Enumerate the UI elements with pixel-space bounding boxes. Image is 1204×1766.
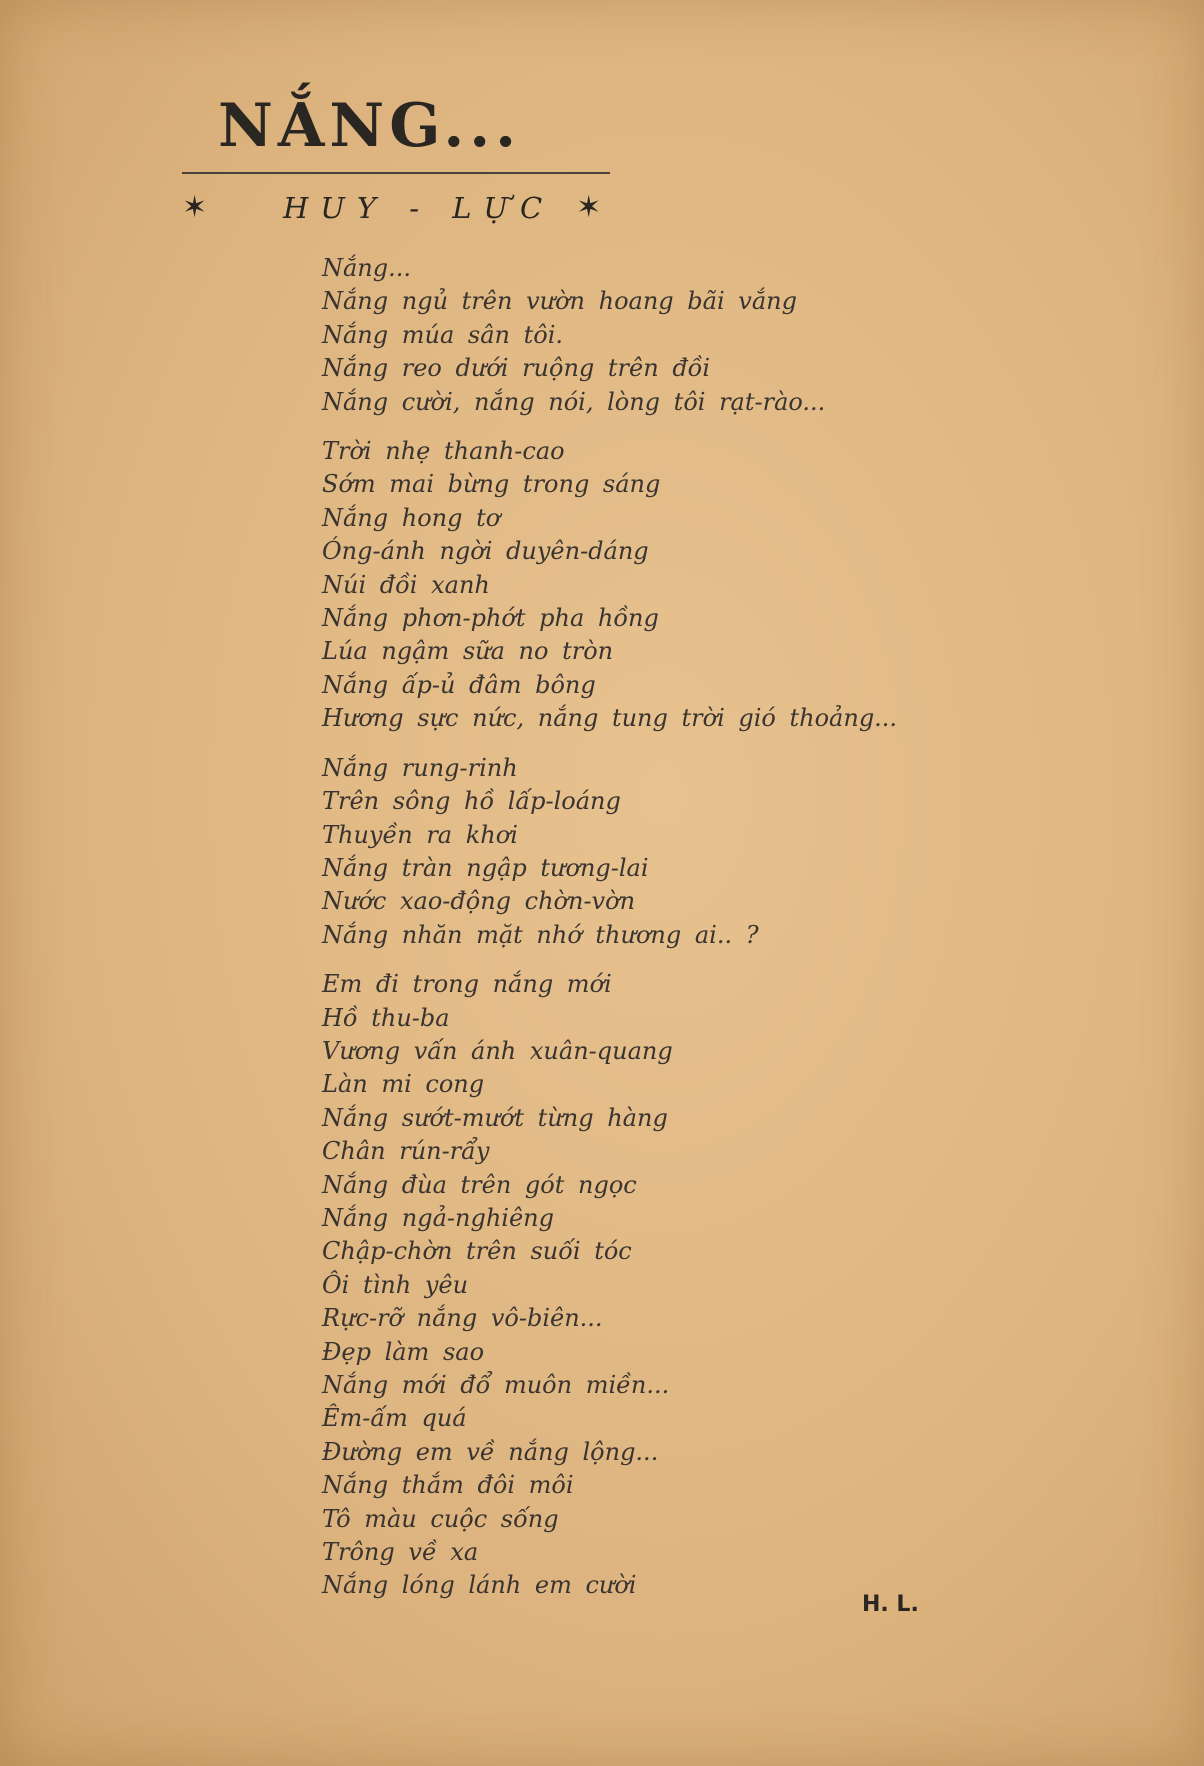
poem-line: Nắng phơn-phớt pha hồng	[322, 604, 659, 633]
star-ornament-left: ✶	[182, 190, 208, 225]
poem-line: Nắng...	[322, 254, 412, 282]
poem-line: Nắng mới đổ muôn miền...	[322, 1371, 670, 1399]
poem-line: Nắng cười, nắng nói, lòng tôi rạt-rào...	[322, 387, 826, 416]
author-name: HUY - LỰC	[283, 191, 555, 225]
poem-line: Hương sực nức, nắng tung trời gió thoảng...	[322, 704, 898, 733]
poem-line: Trời nhẹ thanh-cao	[322, 437, 565, 466]
signature-initials: H. L.	[862, 1592, 919, 1617]
stanza	[322, 752, 1022, 952]
poem-line: Đường em về nắng lộng...	[322, 1437, 659, 1466]
star-ornament-right: ✶	[576, 190, 602, 225]
stanza	[322, 435, 1022, 736]
poem-line: Tô màu cuộc sống	[322, 1504, 559, 1533]
poem-line: Nắng đùa trên gót ngọc	[322, 1170, 637, 1199]
poem-body	[322, 252, 1022, 1619]
poem-line: Óng-ánh ngời duyên-dáng	[322, 537, 649, 566]
poem-line: Nắng hong tơ	[322, 503, 501, 532]
poem-line: Êm-ấm quá	[322, 1404, 467, 1433]
poem-line: Thuyền ra khơi	[322, 820, 518, 849]
poem-line: Trên sông hồ lấp-loáng	[322, 787, 621, 816]
poem-line: Nắng ấp-ủ đâm bông	[322, 670, 596, 699]
poem-line: Hồ thu-ba	[322, 1003, 450, 1032]
stanza	[322, 252, 1022, 419]
poem-line: Nắng rung-rinh	[322, 753, 518, 782]
poem-line: Nắng lóng lánh em cười	[322, 1571, 637, 1600]
poem-title: NẮNG...	[218, 91, 522, 161]
poem-line: Lúa ngậm sữa no tròn	[322, 637, 614, 666]
poem-line: Nắng ngủ trên vườn hoang bãi vắng	[322, 287, 797, 316]
poem-line: Sớm mai bừng trong sáng	[322, 470, 661, 499]
poem-line: Nắng ngả-nghiêng	[322, 1203, 554, 1232]
poem-line: Nắng nhăn mặt nhớ thương ai.. ?	[322, 920, 759, 949]
poem-line: Đẹp làm sao	[322, 1337, 485, 1366]
poem-line: Nắng sướt-mướt từng hàng	[322, 1103, 668, 1132]
poem-line: Nắng tràn ngập tương-lai	[322, 853, 649, 882]
poem-line: Nắng thắm đôi môi	[322, 1471, 574, 1500]
poem-line: Em đi trong nắng mới	[322, 970, 612, 999]
poem-line: Nắng reo dưới ruộng trên đồi	[322, 354, 711, 383]
poem-line: Trông về xa	[322, 1538, 479, 1567]
poem-line: Chập-chờn trên suối tóc	[322, 1237, 632, 1266]
poem-line: Vương vấn ánh xuân-quang	[322, 1036, 673, 1065]
stanza	[322, 968, 1022, 1603]
byline	[182, 186, 601, 230]
poem-line: Nước xao-động chờn-vờn	[322, 887, 636, 916]
poem-line: Ôi tình yêu	[322, 1270, 469, 1299]
poem-line: Chân rún-rẩy	[322, 1137, 490, 1166]
poem-line: Rực-rỡ nắng vô-biên...	[322, 1304, 603, 1333]
title-underline	[182, 172, 610, 174]
poem-line: Nắng múa sân tôi.	[322, 320, 564, 349]
poem-line: Làn mi cong	[322, 1070, 485, 1099]
poem-line: Núi đồi xanh	[322, 570, 490, 599]
